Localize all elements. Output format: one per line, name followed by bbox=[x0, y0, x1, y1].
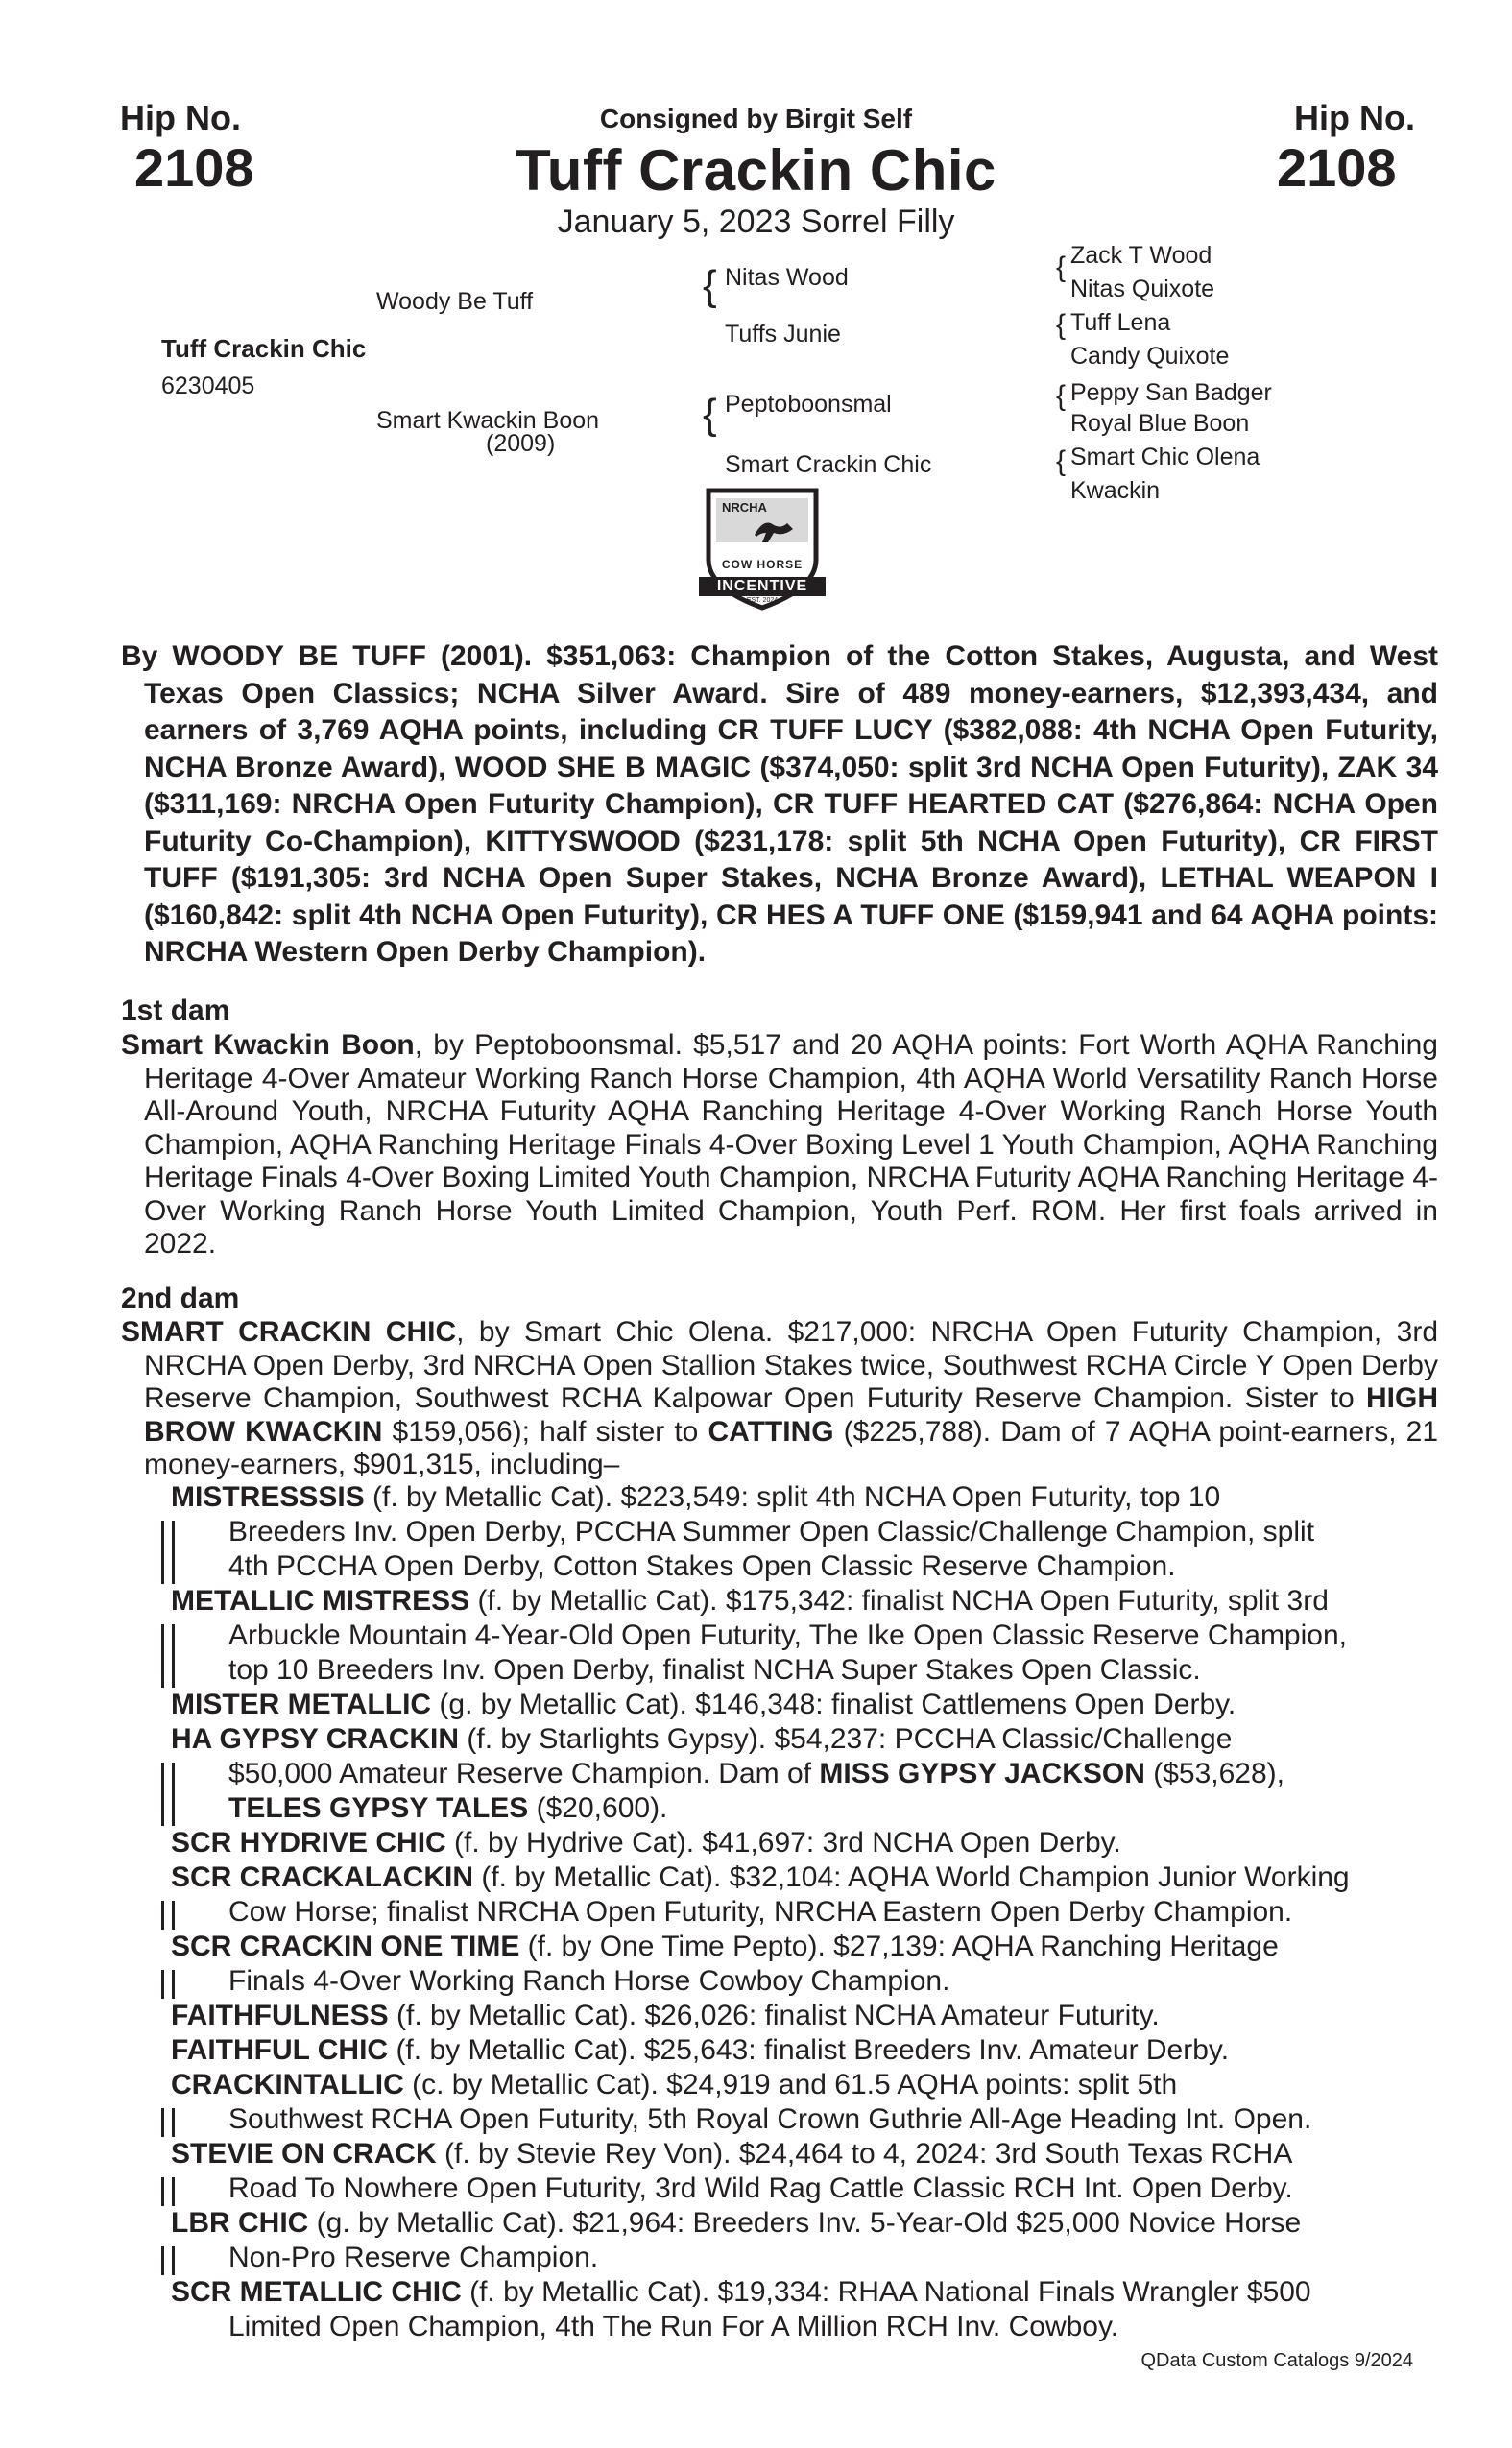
produce-bars bbox=[161, 1901, 175, 1930]
produce-bars bbox=[161, 1624, 175, 1688]
pedigree-subject: Tuff Crackin Chic bbox=[161, 334, 367, 363]
second-dam-produce-summary: Dam of 7 AQHA point-earners, 21 money-earners, $901,315, including– bbox=[144, 1415, 1439, 1480]
produce-bars bbox=[161, 2246, 175, 2275]
produce-entry: MISTER METALLIC (g. by Metallic Cat). $146,348: finalist Cattlemens Open Derby. bbox=[171, 1689, 1236, 1720]
pedigree-gen4-1: Zack T Wood bbox=[1070, 242, 1212, 269]
pedigree-dam-year: (2009) bbox=[486, 430, 556, 457]
produce-bars bbox=[161, 2108, 175, 2137]
produce-entry: FAITHFULNESS (f. by Metallic Cat). $26,026: finalist NCHA Amateur Futurity. bbox=[171, 2000, 1160, 2031]
pedigree-dam-dam: Smart Crackin Chic bbox=[725, 451, 932, 478]
produce-entry: LBR CHIC (g. by Metallic Cat). $21,964: Breeders Inv. 5-Year-Old $25,000 Novice Horse Non-Pro Reserve Champion. bbox=[171, 2206, 1411, 2275]
produce-entry: FAITHFUL CHIC (f. by Metallic Cat). $25,643: finalist Breeders Inv. Amateur Derby. bbox=[171, 2034, 1230, 2066]
grand-produce-miss-gypsy-jackson: MISS GYPSY JACKSON bbox=[819, 1758, 1145, 1789]
brace-gen4-1: { bbox=[1056, 252, 1067, 283]
produce-bars bbox=[161, 1521, 175, 1584]
produce-entry: SCR CRACKIN ONE TIME (f. by One Time Pepto). $27,139: AQHA Ranching Heritage Finals 4-Over Working Ranch Horse Cowboy Champion. bbox=[171, 1930, 1411, 1999]
second-dam-name: SMART CRACKIN CHIC bbox=[121, 1316, 457, 1348]
pedigree-sire-dam: Tuffs Junie bbox=[725, 321, 841, 348]
sibling-high-brow-kwackin: HIGH BROW KWACKIN bbox=[144, 1382, 1438, 1448]
pedigree-reg-number: 6230405 bbox=[161, 372, 255, 399]
produce-entry: SCR CRACKALACKIN (f. by Metallic Cat). $32,104: AQHA World Champion Junior Working Cow Horse; finalist NRCHA Open Futurity, NRCHA Eastern Open Derby Champion. bbox=[171, 1860, 1411, 1930]
pedigree-gen4-3: Tuff Lena bbox=[1070, 309, 1171, 336]
logo-band-text: INCENTIVE bbox=[716, 578, 808, 594]
produce-entry: METALLIC MISTRESS (f. by Metallic Cat). $175,342: finalist NCHA Open Futurity, split 3rd Arbuckle Mountain 4-Year-Old Open Futurity, The Ike Open Classic Reserve Champion, top 10 Breeders Inv. Open Derby, finalist NCHA Super Stakes Open Classic. bbox=[171, 1584, 1411, 1688]
sire-paragraph: By WOODY BE TUFF (2001). $351,063: Champion of the Cotton Stakes, Augusta, and West Texas Open Classics; NCHA Silver Award. Sire of 489 money-earners, $12,393,434, and earners of 3,769 AQHA points, including CR TUFF LUCY ($382,088: 4th NCHA Open Futurity, NCHA Bronze Award), WOOD SHE B MAGIC ($374,050: split 3rd NCHA Open Futurity), ZAK 34 ($311,169: NRCHA Open Futurity Champion), CR TUFF HEARTED CAT ($276,864: NCHA Open Futurity Co-Champion), KITTYSWOOD ($231,178: split 5th NCHA Open Futurity), CR FIRST TUFF ($191,305: 3rd NCHA Open Super Stakes, NCHA Bronze Award), LETHAL WEAPON I ($160,842: split 4th NCHA Open Futurity), CR HES A TUFF ONE ($159,941 and 64 AQHA points: NRCHA Western Open Derby Champion). bbox=[121, 640, 1438, 968]
pedigree-dam: Smart Kwackin Boon bbox=[376, 407, 600, 434]
grand-produce-teles-gypsy-tales: TELES GYPSY TALES bbox=[228, 1792, 529, 1824]
produce-bars bbox=[161, 1970, 175, 1999]
brace-gen4-2: { bbox=[1056, 309, 1067, 341]
pedigree-gen4-8: Kwackin bbox=[1070, 477, 1161, 504]
produce-entry: STEVIE ON CRACK (f. by Stevie Rey Von). $24,464 to 4, 2024: 3rd South Texas RCHA Road To Nowhere Open Futurity, 3rd Wild Rag Cattle Classic RCH Int. Open Derby. bbox=[171, 2137, 1411, 2206]
logo-top-text: NRCHA bbox=[722, 500, 767, 515]
hip-label-right: Hip No. bbox=[1294, 98, 1415, 137]
consignor: Consigned by Birgit Self bbox=[599, 104, 913, 133]
logo-mid-text: COW HORSE bbox=[721, 558, 804, 571]
footer-credit: QData Custom Catalogs 9/2024 bbox=[1140, 2350, 1413, 2371]
hip-number-left: 2108 bbox=[134, 137, 254, 198]
hip-label-left: Hip No. bbox=[120, 98, 241, 137]
first-dam-text: , by Peptoboonsmal. $5,517 and 20 AQHA points: Fort Worth AQHA Ranching Heritage 4-Over Amateur Working Ranch Horse Champion, 4th AQHA World Versatility Ranch Horse All-Around Youth, NRCHA Futurity AQHA Ranching Heritage 4-Over Working Ranch Horse Youth Champion, AQHA Ranching Heritage Finals 4-Over Boxing Level 1 Youth Champion, AQHA Ranching Heritage Finals 4-Over Boxing Limited Youth Champion, NRCHA Futurity AQHA Ranching Heritage 4-Over Working Ranch Horse Youth Limited Champion, Youth Perf. ROM. Her first foals arrived in 2022. bbox=[144, 1029, 1438, 1260]
produce-entry: HA GYPSY CRACKIN (f. by Starlights Gypsy). $54,237: PCCHA Classic/Challenge $50,000 Amateur Reserve Champion. Dam of MISS GYPSY JACKSON ($53,628), TELES GYPSY TALES ($20,600). bbox=[171, 1722, 1411, 1826]
first-dam-heading: 1st dam bbox=[121, 995, 230, 1026]
horse-name: Tuff Crackin Chic bbox=[516, 138, 996, 203]
produce-entry: MISTRESSSIS (f. by Metallic Cat). $223,549: split 4th NCHA Open Futurity, top 10 Breeders Inv. Open Derby, PCCHA Summer Open Classic/Challenge Champion, split 4th PCCHA Open Derby, Cotton Stakes Open Classic Reserve Champion. bbox=[171, 1480, 1411, 1584]
pedigree-gen4-7: Smart Chic Olena bbox=[1070, 444, 1260, 470]
produce-entry: SCR METALLIC CHIC (f. by Metallic Cat). $19,334: RHAA National Finals Wrangler $500 Limited Open Champion, 4th The Run For A Million RCH Inv. Cowboy. bbox=[171, 2276, 1311, 2342]
sibling-catting: CATTING bbox=[708, 1415, 834, 1448]
produce-bars bbox=[161, 2177, 175, 2206]
produce-bars bbox=[161, 1763, 175, 1826]
pedigree-gen4-6: Royal Blue Boon bbox=[1070, 410, 1250, 437]
second-dam-paragraph: SMART CRACKIN CHIC, by Smart Chic Olena. $217,000: NRCHA Open Futurity Champion, 3rd NRCHA Open Derby, 3rd NRCHA Open Stallion Stakes twice, Southwest RCHA Circle Y Open Derby Reserve Champion, Southwest RCHA Kalpowar Open Futurity Reserve Champion. Sister to HIGH BROW KWACKIN $159,056); half sister to CATTING ($225,788). Dam of 7 AQHA point-earners, 21 money-earners, $901,315, including– bbox=[121, 1316, 1439, 1480]
nrcha-incentive-logo bbox=[695, 485, 829, 614]
first-dam-paragraph bbox=[121, 1029, 1438, 1261]
brace-gen4-4: { bbox=[1056, 445, 1067, 477]
brace-gen4-3: { bbox=[1056, 380, 1067, 412]
produce-entry: SCR HYDRIVE CHIC (f. by Hydrive Cat). $41,697: 3rd NCHA Open Derby. bbox=[171, 1827, 1121, 1859]
brace-dam: { bbox=[703, 391, 717, 438]
pedigree-dam-sire: Peptoboonsmal bbox=[725, 391, 892, 418]
pedigree-sire-sire: Nitas Wood bbox=[725, 264, 849, 291]
hip-number-right: 2108 bbox=[1277, 137, 1397, 198]
logo-est-text: EST. 2024 bbox=[746, 597, 779, 604]
pedigree-sire: Woody Be Tuff bbox=[376, 288, 534, 315]
produce-entry: CRACKINTALLIC (c. by Metallic Cat). $24,919 and 61.5 AQHA points: split 5th Southwest RCHA Open Futurity, 5th Royal Crown Guthrie All-Age Heading Int. Open. bbox=[171, 2068, 1411, 2137]
brace-sire: { bbox=[703, 262, 717, 309]
foal-description: January 5, 2023 Sorrel Filly bbox=[557, 204, 955, 240]
pedigree-gen4-5: Peppy San Badger bbox=[1070, 379, 1272, 406]
second-dam-heading: 2nd dam bbox=[121, 1283, 240, 1314]
pedigree-gen4-2: Nitas Quixote bbox=[1070, 276, 1215, 302]
pedigree-gen4-4: Candy Quixote bbox=[1070, 343, 1230, 370]
first-dam-name: Smart Kwackin Boon bbox=[121, 1029, 415, 1061]
